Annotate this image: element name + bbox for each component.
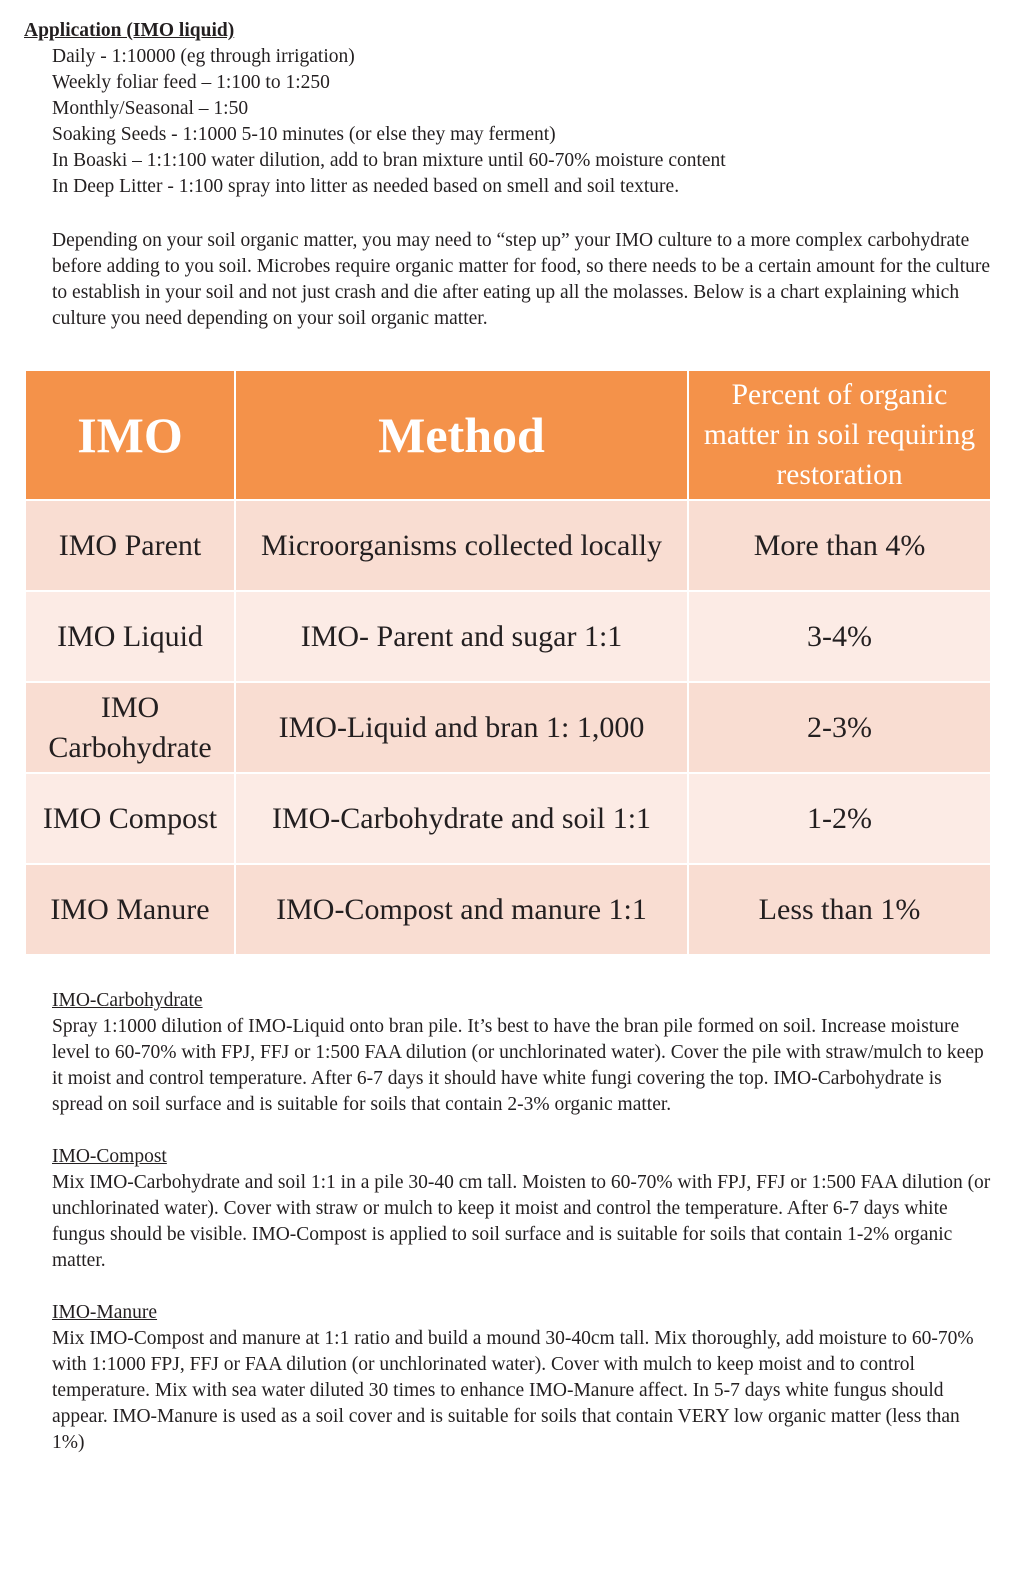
cell-imo: IMO Liquid [25, 591, 235, 682]
application-line-deep-litter: In Deep Litter - 1:100 spray into litter as needed based on smell and soil texture. [52, 176, 680, 197]
table-row [25, 591, 991, 682]
cell-method: IMO- Parent and sugar 1:1 [235, 591, 688, 682]
table-row [25, 864, 991, 955]
table-row [25, 682, 991, 773]
table-header-row [25, 370, 991, 500]
manure-section [52, 1300, 997, 1456]
compost-title: IMO-Compost [52, 1146, 167, 1167]
manure-title: IMO-Manure [52, 1302, 158, 1323]
cell-imo: IMO Parent [25, 500, 235, 591]
imo-table [24, 369, 992, 956]
application-line-soaking: Soaking Seeds - 1:1000 5-10 minutes (or else they may ferment) [52, 124, 556, 145]
cell-imo: IMO Carbohydrate [25, 682, 235, 773]
table-row [25, 773, 991, 864]
application-heading: Application (IMO liquid) [24, 20, 235, 41]
cell-method: IMO-Liquid and bran 1: 1,000 [235, 682, 688, 773]
application-list [24, 44, 1004, 200]
carbohydrate-section [52, 988, 997, 1118]
cell-percent: More than 4% [688, 500, 991, 591]
application-section [24, 18, 1004, 200]
compost-body: Mix IMO-Carbohydrate and soil 1:1 in a pile 30-40 cm tall. Moisten to 60-70% with FPJ, FFJ or 1:500 FAA dilution (or unchlorinated water). Cover with straw or mulch to keep it moist and control the temperature. After 6-7 days white fungus should be visible. IMO-Compost is applied to soil surface and is suitable for soils that contain 1-2% organic matter. [52, 1172, 991, 1271]
cell-percent: Less than 1% [688, 864, 991, 955]
cell-method: IMO-Compost and manure 1:1 [235, 864, 688, 955]
header-method: Method [235, 370, 688, 500]
header-percent: Percent of organic matter in soil requiring restoration [688, 370, 991, 500]
application-line-monthly: Monthly/Seasonal – 1:50 [52, 98, 249, 119]
carbohydrate-body: Spray 1:1000 dilution of IMO-Liquid onto bran pile. It’s best to have the bran pile formed on soil. Increase moisture level to 60-70% with FPJ, FFJ or 1:500 FAA dilution (or unchlorinated water). Cover the pile with straw/mulch to keep it moist and control temperature. After 6-7 days it should have white fungi covering the top. IMO-Carbohydrate is spread on soil surface and is suitable for soils that contain 2-3% organic matter. [52, 1016, 984, 1115]
application-line-boaski: In Boaski – 1:1:100 water dilution, add to bran mixture until 60-70% moisture content [52, 150, 726, 171]
cell-method: Microorganisms collected locally [235, 500, 688, 591]
compost-section [52, 1144, 997, 1274]
cell-percent: 3-4% [688, 591, 991, 682]
header-imo: IMO [25, 370, 235, 500]
cell-method: IMO-Carbohydrate and soil 1:1 [235, 773, 688, 864]
cell-percent: 1-2% [688, 773, 991, 864]
manure-body: Mix IMO-Compost and manure at 1:1 ratio and build a mound 30-40cm tall. Mix thoroughly, add moisture to 60-70% with 1:1000 FPJ, FFJ or FAA dilution (or unchlorinated water). Cover with mulch to keep moist and to control temperature. Mix with sea water diluted 30 times to enhance IMO-Manure affect. In 5-7 days white fungus should appear. IMO-Manure is used as a soil cover and is suitable for soils that contain VERY low organic matter (less than 1%) [52, 1328, 974, 1453]
application-line-weekly: Weekly foliar feed – 1:100 to 1:250 [52, 72, 330, 93]
intro-paragraph: Depending on your soil organic matter, you may need to “step up” your IMO culture to a more complex carbohydrate before adding to you soil. Microbes require organic matter for food, so there needs to be a certain amount for the culture to establish in your soil and not just crash and die after eating up all the molasses. Below is a chart explaining which culture you need depending on your soil organic matter. [52, 230, 991, 329]
cell-percent: 2-3% [688, 682, 991, 773]
table-row [25, 500, 991, 591]
cell-imo: IMO Compost [25, 773, 235, 864]
cell-imo: IMO Manure [25, 864, 235, 955]
carbohydrate-title: IMO-Carbohydrate [52, 990, 203, 1011]
application-line-daily: Daily - 1:10000 (eg through irrigation) [52, 46, 355, 67]
